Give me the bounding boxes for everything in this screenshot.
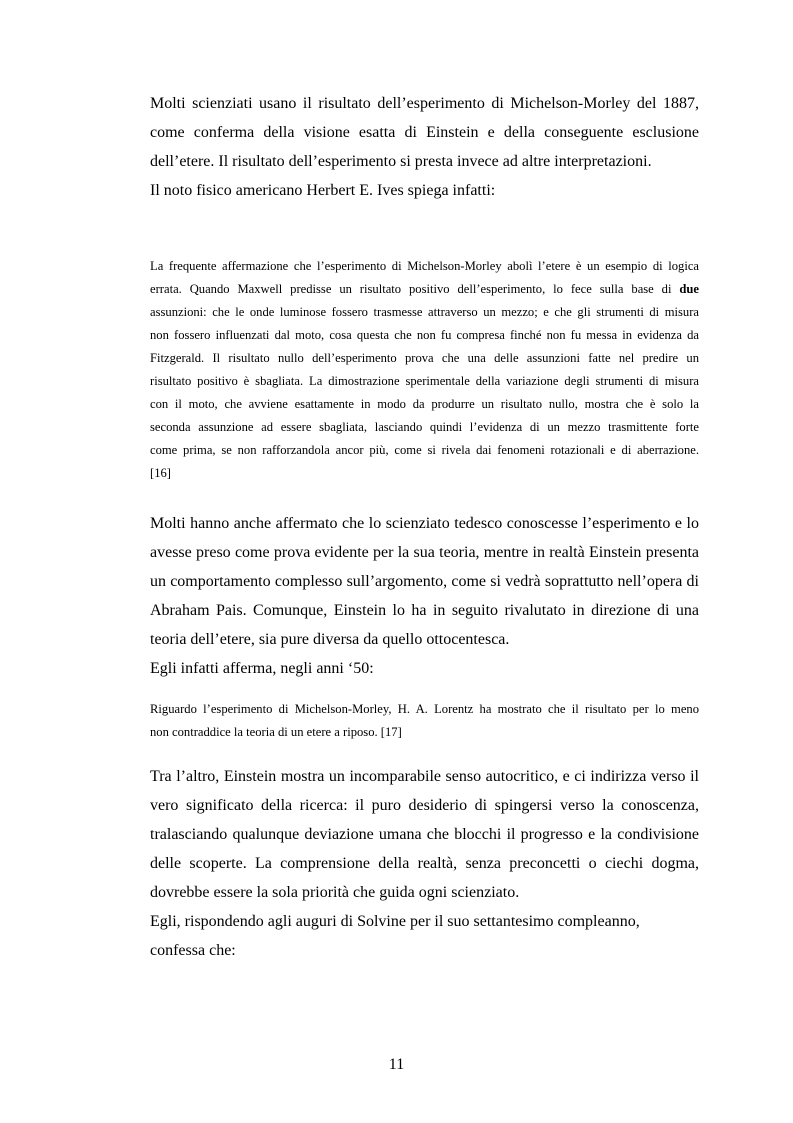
text-line: come conferma della visione esatta di Einstein e della conseguente esclusione bbox=[150, 124, 699, 141]
text-line: delle scoperte. La comprensione della realtà, senza preconcetti o ciechi dogma, bbox=[150, 855, 699, 872]
paragraph-einstein-experiment bbox=[150, 509, 699, 683]
quote-line: La frequente affermazione che l’esperimento di Michelson-Morley abolì l’etere è un esempio di logica bbox=[150, 259, 699, 273]
text-line: Il noto fisico americano Herbert E. Ives spiega infatti: bbox=[150, 182, 496, 199]
quote-line: non fossero influenzati dal moto, cosa questa che non fu compresa finché non fu messa in evidenza da bbox=[150, 328, 699, 342]
text-line: teoria dell’etere, sia pure diversa da quello ottocentesca. bbox=[150, 631, 510, 648]
page-number: 11 bbox=[388, 1056, 405, 1073]
quote-line bbox=[150, 278, 699, 301]
text-line: dell’etere. Il risultato dell’esperimento si presta invece ad altre interpretazioni. bbox=[150, 153, 652, 170]
quote-line: come prima, se non rafforzandola ancor più, come si rivela dai fenomeni rotazionali e di aberrazione. bbox=[150, 443, 699, 457]
text-line: Abraham Pais. Comunque, Einstein lo ha in seguito rivalutato in direzione di una bbox=[150, 602, 699, 619]
text-line: Molti scienziati usano il risultato dell’esperimento di Michelson-Morley del 1887, bbox=[150, 95, 699, 112]
quote-ives bbox=[150, 255, 699, 485]
text-line: un comportamento complesso sull’argomento, come si vedrà soprattutto nell’opera di bbox=[150, 573, 699, 590]
text-line: Egli infatti afferma, negli anni ‘50: bbox=[150, 660, 374, 677]
text-line: Tra l’altro, Einstein mostra un incomparabile senso autocritico, e ci indirizza verso il bbox=[150, 768, 699, 785]
paragraph-autocritico bbox=[150, 762, 699, 965]
quote-line: Riguardo l’esperimento di Michelson-Morley, H. A. Lorentz ha mostrato che il risultato per lo meno bbox=[150, 702, 699, 716]
text-line: tralasciando qualunque deviazione umana che blocchi il progresso e la condivisione bbox=[150, 826, 699, 843]
citation-16: [16] bbox=[150, 466, 171, 480]
quote-line: non contraddice la teoria di un etere a riposo. [17] bbox=[150, 725, 402, 739]
quote-line: Fitzgerald. Il risultato nullo dell’esperimento prova che una delle assunzioni fatte nel predire un bbox=[150, 351, 699, 365]
quote-line-text: errata. Quando Maxwell predisse un risultato positivo dell’esperimento, lo fece sulla base di bbox=[150, 282, 672, 296]
text-line: dovrebbe essere la sola priorità che guida ogni scienziato. bbox=[150, 884, 520, 901]
text-line: Egli, rispondendo agli auguri di Solvine per il suo settantesimo compleanno, bbox=[150, 913, 640, 930]
emphasis-due: due bbox=[679, 282, 699, 296]
quote-line: con il moto, che avviene esattamente in modo da produrre un risultato nullo, mostra che è solo la bbox=[150, 397, 699, 411]
text-line: vero significato della ricerca: il puro desiderio di spingersi verso la conoscenza, bbox=[150, 797, 699, 814]
quote-line: seconda assunzione ad essere sbagliata, lasciando quindi l’evidenza di un mezzo trasmittente forte bbox=[150, 420, 699, 434]
paragraph-michelson-morley bbox=[150, 89, 699, 205]
text-line: confessa che: bbox=[150, 942, 236, 959]
quote-line: assunzioni: che le onde luminose fossero trasmesse attraverso un mezzo; e che gli strumenti di misura bbox=[150, 305, 699, 319]
quote-line: risultato positivo è sbagliata. La dimostrazione sperimentale della variazione degli strumenti di misura bbox=[150, 374, 699, 388]
text-line: Molti hanno anche affermato che lo scienziato tedesco conoscesse l’esperimento e lo bbox=[150, 515, 699, 532]
text-line: avesse preso come prova evidente per la sua teoria, mentre in realtà Einstein presenta bbox=[150, 544, 699, 561]
quote-einstein bbox=[150, 698, 699, 744]
